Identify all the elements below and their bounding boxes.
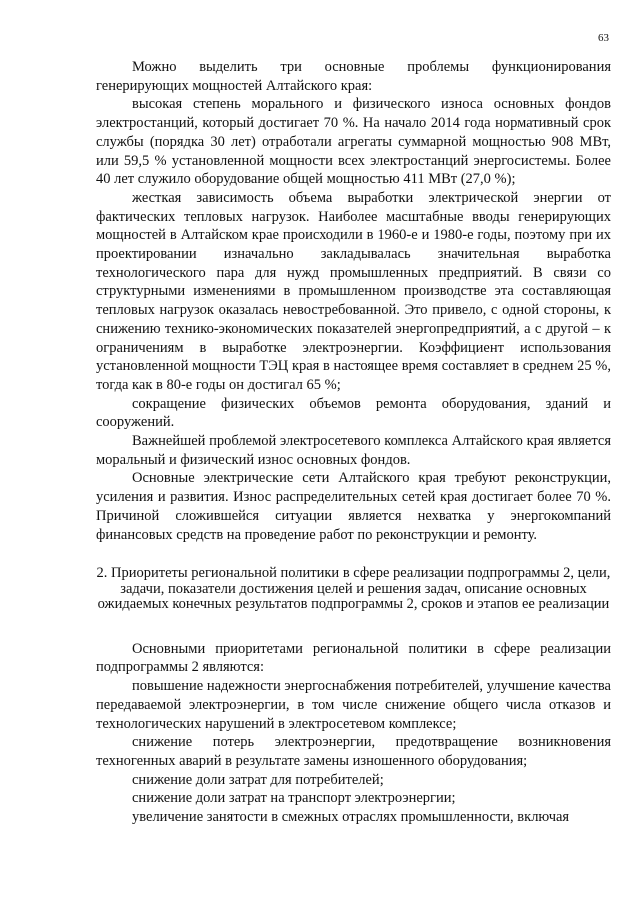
paragraph: сокращение физических объемов ремонта оборудования, зданий и сооружений. [96, 395, 611, 431]
paragraph: снижение потерь электроэнергии, предотвращение возникновения техногенных аварий в результате замены изношенного оборудования; [96, 734, 611, 769]
paragraph: снижение доли затрат на транспорт электроэнергии; [132, 790, 456, 807]
paragraph: высокая степень морального и физического износа основных фондов электростанций, который достигает 70 %. На начало 2014 года нормативный срок службы (порядка 30 лет) отработали агрегаты суммарной мощностью 908 МВт, или 59,5 % установленной мощности всех электростанций энергосистемы. Более 40 лет служило оборудование общей мощностью 411 МВт (27,0 %); [96, 96, 611, 188]
page-content [96, 58, 611, 827]
paragraph: снижение доли затрат для потребителей; [132, 771, 384, 788]
paragraph: повышение надежности энергоснабжения потребителей, улучшение качества передаваемой электроэнергии, в том числе снижение общего числа отказов и технологических нарушений в электросетевом комплексе; [96, 678, 611, 732]
paragraph: Основные электрические сети Алтайского края требуют реконструкции, усиления и развития. Износ распределительных сетей края достигает более 70 %. Причиной сложившейся ситуации является нехватка у энергокомпаний финансовых средств на проведение работ по реконструкции и ремонту. [96, 470, 611, 543]
page-number: 63 [598, 32, 609, 44]
paragraph: Основными приоритетами региональной политики в сфере реализации подпрограммы 2 являются: [96, 640, 611, 676]
section-title: 2. Приоритеты региональной политики в сфере реализации подпрограммы 2, цели, задачи, показатели достижения целей и решения задач, описание основных ожидаемых конечных результатов подпрограммы 2, сроков и этапов ее реализации [96, 565, 611, 613]
paragraph: Можно выделить три основные проблемы функционирования генерирующих мощностей Алтайского края: [96, 59, 611, 94]
paragraph: жесткая зависимость объема выработки электрической энергии от фактических тепловых нагрузок. Наиболее масштабные вводы генерирующих мощностей в Алтайском крае происходили в 1960-е и 1980-е годы, поэтому при их проектировании изначально закладывалась значительная выработка технологического пара для нужд промышленных предприятий. В связи со структурными изменениями в промышленном производстве эта составляющая тепловых нагрузок оказалась невостребованной. Это привело, с одной стороны, к снижению технико-экономических показателей энергопредприятий, а с другой – к ограничениям в выработке электроэнергии. Коэффициент использования установленной мощности ТЭЦ края в настоящее время составляет в среднем 25 %, тогда как в 80-е годы он достигал 65 %; [96, 189, 611, 393]
paragraph: увеличение занятости в смежных отраслях промышленности, включая [132, 809, 570, 826]
paragraph: Важнейшей проблемой электросетевого комплекса Алтайского края является моральный и физический износ основных фондов. [96, 433, 611, 468]
